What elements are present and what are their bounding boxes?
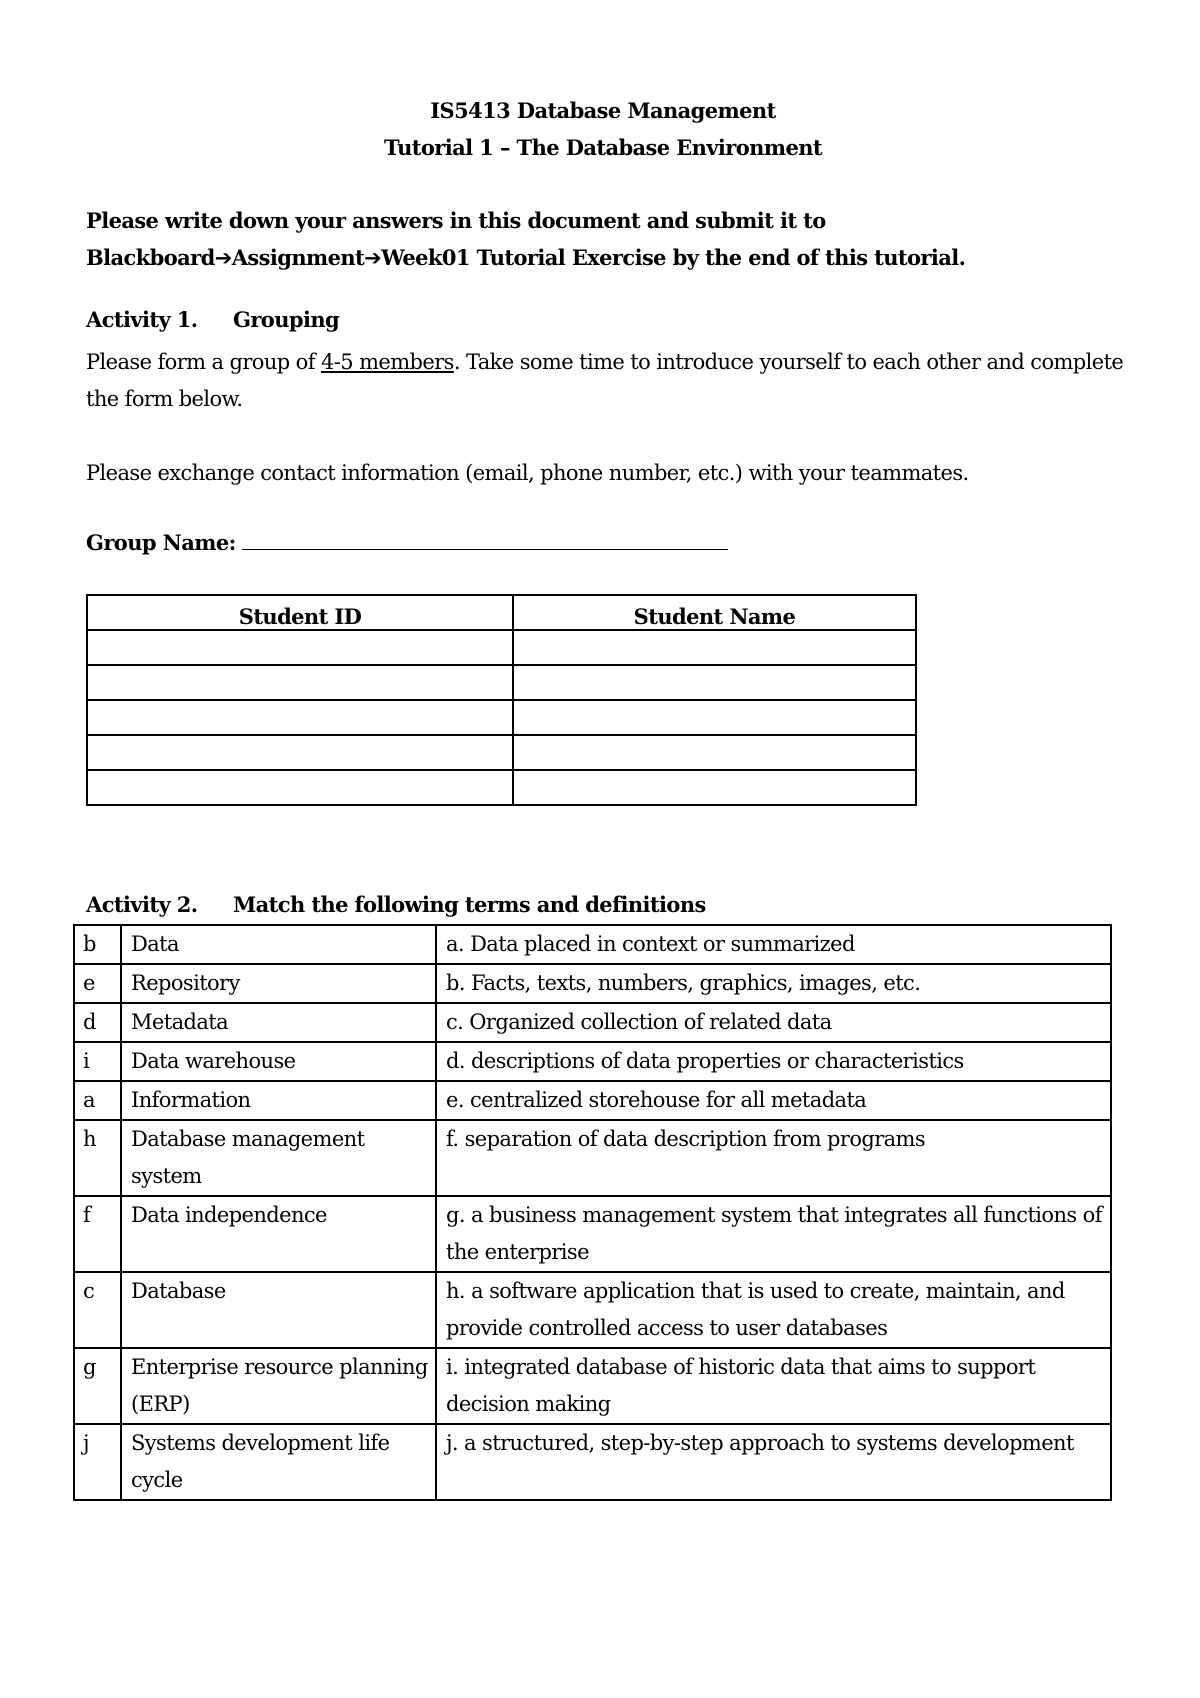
- table-row: [87, 630, 916, 665]
- student-id-cell[interactable]: [87, 735, 513, 770]
- activity1-heading: [86, 307, 339, 332]
- table-header-row: [87, 595, 916, 630]
- table-row: [74, 1272, 1111, 1348]
- term-cell: Database management system: [121, 1120, 436, 1196]
- matching-table: [73, 924, 1112, 1501]
- week01-label: Week01 Tutorial Exercise by the end of this tutorial.: [381, 245, 966, 270]
- table-row: [87, 770, 916, 805]
- term-cell: Data: [121, 925, 436, 964]
- definition-cell: a. Data placed in context or summarized: [436, 925, 1111, 964]
- table-row: [87, 735, 916, 770]
- table-row: [74, 1196, 1111, 1272]
- definition-cell: h. a software application that is used to create, maintain, and provide controlled access to user databases: [436, 1272, 1111, 1348]
- term-cell: Data warehouse: [121, 1042, 436, 1081]
- group-size-text: 4-5 members: [320, 350, 454, 374]
- answer-cell[interactable]: i: [74, 1042, 121, 1081]
- group-name-label: Group Name:: [86, 530, 236, 555]
- table-row: [87, 700, 916, 735]
- definition-cell: j. a structured, step-by-step approach to systems development: [436, 1424, 1111, 1500]
- activity2-heading: [86, 892, 706, 917]
- table-row: [87, 665, 916, 700]
- definition-cell: c. Organized collection of related data: [436, 1003, 1111, 1042]
- arrow-right-icon: ➔: [214, 246, 232, 270]
- definition-cell: d. descriptions of data properties or characteristics: [436, 1042, 1111, 1081]
- term-cell: Information: [121, 1081, 436, 1120]
- arrow-right-icon: ➔: [364, 246, 382, 270]
- table-row: [74, 964, 1111, 1003]
- table-row: [74, 1081, 1111, 1120]
- term-cell: Database: [121, 1272, 436, 1348]
- instructions-line1: Please write down your answers in this document and submit it to: [86, 208, 826, 233]
- answer-cell[interactable]: h: [74, 1120, 121, 1196]
- student-id-cell[interactable]: [87, 700, 513, 735]
- definition-cell: b. Facts, texts, numbers, graphics, images, etc.: [436, 964, 1111, 1003]
- activity1-paragraph: [86, 344, 1126, 418]
- student-id-cell[interactable]: [87, 770, 513, 805]
- tutorial-title: Tutorial 1 – The Database Environment: [384, 135, 822, 160]
- contact-paragraph: Please exchange contact information (email, phone number, etc.) with your teammates.: [86, 461, 969, 485]
- answer-cell[interactable]: d: [74, 1003, 121, 1042]
- student-id-header: Student ID: [87, 595, 513, 630]
- activity1-title: Grouping: [233, 307, 340, 332]
- student-name-cell[interactable]: [513, 770, 916, 805]
- student-name-cell[interactable]: [513, 735, 916, 770]
- student-name-cell[interactable]: [513, 630, 916, 665]
- course-title: IS5413 Database Management: [430, 98, 776, 123]
- answer-cell[interactable]: a: [74, 1081, 121, 1120]
- term-cell: Metadata: [121, 1003, 436, 1042]
- para-text: . Take some time to introduce yourself to each other and complete the form below.: [86, 350, 1124, 411]
- definition-cell: e. centralized storehouse for all metadata: [436, 1081, 1111, 1120]
- student-name-header: Student Name: [513, 595, 916, 630]
- term-cell: Data independence: [121, 1196, 436, 1272]
- student-name-cell[interactable]: [513, 700, 916, 735]
- instructions-line2: [86, 245, 965, 270]
- activity2-title: Match the following terms and definitions: [233, 892, 706, 917]
- group-name-field[interactable]: [242, 535, 728, 550]
- answer-cell[interactable]: g: [74, 1348, 121, 1424]
- answer-cell[interactable]: f: [74, 1196, 121, 1272]
- student-name-cell[interactable]: [513, 665, 916, 700]
- term-cell: Enterprise resource planning (ERP): [121, 1348, 436, 1424]
- table-row: [74, 1042, 1111, 1081]
- term-cell: Systems development life cycle: [121, 1424, 436, 1500]
- student-id-cell[interactable]: [87, 665, 513, 700]
- table-row: [74, 1120, 1111, 1196]
- answer-cell[interactable]: b: [74, 925, 121, 964]
- definition-cell: g. a business management system that integrates all functions of the enterprise: [436, 1196, 1111, 1272]
- answer-cell[interactable]: c: [74, 1272, 121, 1348]
- answer-cell[interactable]: e: [74, 964, 121, 1003]
- term-cell: Repository: [121, 964, 436, 1003]
- table-row: [74, 1424, 1111, 1500]
- group-members-table: [86, 594, 917, 806]
- answer-cell[interactable]: j: [74, 1424, 121, 1500]
- activity1-number: Activity 1.: [86, 307, 198, 332]
- definition-cell: f. separation of data description from programs: [436, 1120, 1111, 1196]
- student-id-cell[interactable]: [87, 630, 513, 665]
- table-row: [74, 925, 1111, 964]
- activity2-number: Activity 2.: [86, 892, 198, 917]
- table-row: [74, 1003, 1111, 1042]
- table-row: [74, 1348, 1111, 1424]
- group-name-row: [86, 530, 728, 555]
- blackboard-label: Blackboard: [86, 245, 215, 270]
- definition-cell: i. integrated database of historic data that aims to support decision making: [436, 1348, 1111, 1424]
- assignment-label: Assignment: [231, 245, 365, 270]
- para-text: Please form a group of: [86, 350, 321, 374]
